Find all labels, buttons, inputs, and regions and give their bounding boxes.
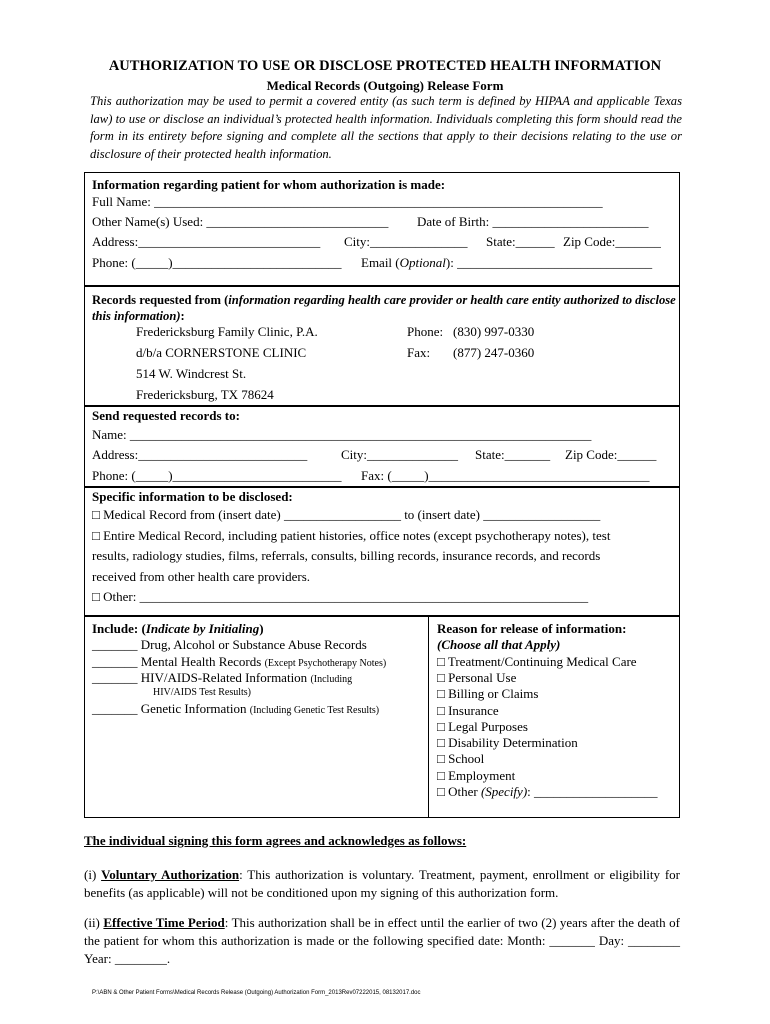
patient-info-heading: Information regarding patient for whom authorization is made: xyxy=(92,177,446,192)
reason-billing[interactable]: □ Billing or Claims xyxy=(437,686,539,701)
reason-heading: Reason for release of information: xyxy=(437,621,627,636)
email-label-pre: Email ( xyxy=(361,255,400,270)
agreement-heading: The individual signing this form agrees and acknowledges as follows: xyxy=(84,833,467,848)
p2-number: (ii) xyxy=(84,915,104,930)
recipient-city-field[interactable]: City:______________ xyxy=(341,447,459,462)
records-from-heading xyxy=(92,292,676,324)
recipient-state-field[interactable]: State:_______ xyxy=(475,447,551,462)
p1-number: (i) xyxy=(84,867,102,882)
form-subtitle: Medical Records (Outgoing) Release Form xyxy=(266,78,504,93)
include-item-genetic-label: _______ Genetic Information xyxy=(92,701,247,716)
records-from-heading-a: Records requested from ( xyxy=(92,293,229,307)
intro-paragraph: This authorization may be used to permit a covered entity (as such term is defined by HIPAA and applicable Texas law) to use or disclose an individual’s protected health information. Individuals completing this form should read the form in its entirety before signing and complete all the sections that apply to their decisions relating to the use or disclosure of their protected health information. xyxy=(90,94,682,161)
dob-field[interactable]: Date of Birth: ________________________ xyxy=(417,214,649,229)
effective-period-paragraph xyxy=(84,914,680,968)
reason-employment[interactable]: □ Employment xyxy=(437,768,516,783)
reason-disability[interactable]: □ Disability Determination xyxy=(437,735,578,750)
reason-other[interactable] xyxy=(437,784,658,800)
include-item-drug[interactable] xyxy=(92,637,367,653)
p2-title: Effective Time Period xyxy=(103,915,225,930)
reason-other-specify: (Specify) xyxy=(480,784,528,799)
reason-legal[interactable]: □ Legal Purposes xyxy=(437,719,528,734)
reason-personal-use[interactable]: □ Personal Use xyxy=(437,670,517,685)
include-item-mental[interactable] xyxy=(92,654,386,670)
include-reason-section xyxy=(84,616,680,818)
recipient-name-field[interactable]: Name: _______________________________________________________________________ xyxy=(92,427,592,442)
patient-zip-field[interactable]: Zip Code:_______ xyxy=(563,234,661,249)
include-item-hiv-note-2: HIV/AIDS Test Results) xyxy=(153,687,252,698)
include-heading-a: Include: ( xyxy=(92,621,146,636)
p1-title: Voluntary Authorization xyxy=(101,867,240,882)
entire-record-text-2: results, radiology studies, films, referrals, consults, billing records, insurance records, and records xyxy=(92,548,601,563)
clinic-fax-label: Fax: xyxy=(407,345,431,360)
reason-other-pre: □ Other xyxy=(437,784,481,799)
p1-text: : This authorization is voluntary. Treatment, payment, enrollment or eligibility for benefits (as applicable) will not be conditioned upon my signing of this authorization form. xyxy=(84,867,680,900)
patient-address-field[interactable]: Address:____________________________ xyxy=(92,234,321,249)
clinic-citystate: Fredericksburg, TX 78624 xyxy=(136,387,274,402)
records-from-heading-b: information regarding health care provider or health care entity authorized to disclose this information) xyxy=(92,293,676,323)
include-heading-c: ) xyxy=(259,621,264,636)
send-to-section xyxy=(84,406,680,487)
send-to-heading: Send requested records to: xyxy=(92,408,240,423)
reason-insurance[interactable]: □ Insurance xyxy=(437,703,499,718)
footer-file-path: P:\ABN & Other Patient Forms\Medical Records Release (Outgoing) Authorization Form_2013Rev07222015, 08132017.doc xyxy=(92,990,421,996)
voluntary-authorization-paragraph xyxy=(84,866,680,902)
clinic-dba: d/b/a CORNERSTONE CLINIC xyxy=(136,345,307,360)
entire-record-text-3: received from other health care providers. xyxy=(92,569,311,584)
clinic-name: Fredericksburg Family Clinic, P.A. xyxy=(136,324,318,339)
include-item-genetic-note: (Including Genetic Test Results) xyxy=(249,705,380,716)
other-names-field[interactable]: Other Name(s) Used: ____________________________ xyxy=(92,214,389,229)
include-item-hiv-label: _______ HIV/AIDS-Related Information xyxy=(92,670,308,685)
include-item-hiv[interactable] xyxy=(92,670,352,686)
patient-info-section xyxy=(84,172,680,286)
include-item-hiv-note: (Including xyxy=(310,674,353,685)
specific-info-section xyxy=(84,487,680,616)
include-item-mental-note: (Except Psychotherapy Notes) xyxy=(264,658,387,669)
clinic-phone-value: (830) 997-0330 xyxy=(453,324,535,339)
recipient-fax-field[interactable]: Fax: (_____)__________________________________ xyxy=(361,468,650,483)
include-heading xyxy=(92,621,264,637)
patient-phone-field[interactable]: Phone: (_____)__________________________ xyxy=(92,255,342,270)
clinic-street: 514 W. Windcrest St. xyxy=(136,366,247,381)
column-divider xyxy=(428,617,429,817)
patient-city-field[interactable]: City:_______________ xyxy=(344,234,468,249)
reason-subheading: (Choose all that Apply) xyxy=(437,637,561,652)
records-from-section xyxy=(84,286,680,406)
patient-email-field[interactable] xyxy=(361,255,652,271)
include-heading-b: Indicate by Initialing xyxy=(145,621,260,636)
email-optional-label: Optional xyxy=(399,255,446,270)
recipient-phone-field[interactable]: Phone: (_____)__________________________ xyxy=(92,468,342,483)
records-from-heading-c: : xyxy=(180,309,185,323)
other-info-option[interactable]: □ Other: _____________________________________________________________________ xyxy=(92,589,589,604)
medical-record-range-option[interactable]: □ Medical Record from (insert date) __________________ to (insert date) __________________ xyxy=(92,507,601,522)
reason-school[interactable]: □ School xyxy=(437,751,485,766)
p2-text: : This authorization shall be in effect until the earlier of two (2) years after the death of the patient for whom this authorization is made or the following specified date: Month: _______ Day: ________ Year: ________. xyxy=(84,915,680,966)
specific-info-heading: Specific information to be disclosed: xyxy=(92,489,293,504)
reason-treatment[interactable]: □ Treatment/Continuing Medical Care xyxy=(437,654,637,669)
recipient-address-field[interactable]: Address:__________________________ xyxy=(92,447,308,462)
entire-record-option[interactable]: □ Entire Medical Record, including patient histories, office notes (except psychotherapy notes), test xyxy=(92,528,611,543)
clinic-fax-value: (877) 247-0360 xyxy=(453,345,535,360)
form-title: AUTHORIZATION TO USE OR DISCLOSE PROTECTED HEALTH INFORMATION xyxy=(108,58,662,74)
clinic-phone-label: Phone: xyxy=(407,324,444,339)
include-item-genetic[interactable] xyxy=(92,701,379,717)
patient-state-field[interactable]: State:______ xyxy=(486,234,555,249)
recipient-zip-field[interactable]: Zip Code:______ xyxy=(565,447,657,462)
include-item-mental-label: _______ Mental Health Records xyxy=(92,654,262,669)
include-item-drug-label: _______ Drug, Alcohol or Substance Abuse Records xyxy=(92,637,367,652)
email-label-post: ): ______________________________ xyxy=(445,255,653,270)
full-name-field[interactable]: Full Name: _____________________________________________________________________ xyxy=(92,194,603,209)
reason-other-post: : ___________________ xyxy=(527,784,658,799)
